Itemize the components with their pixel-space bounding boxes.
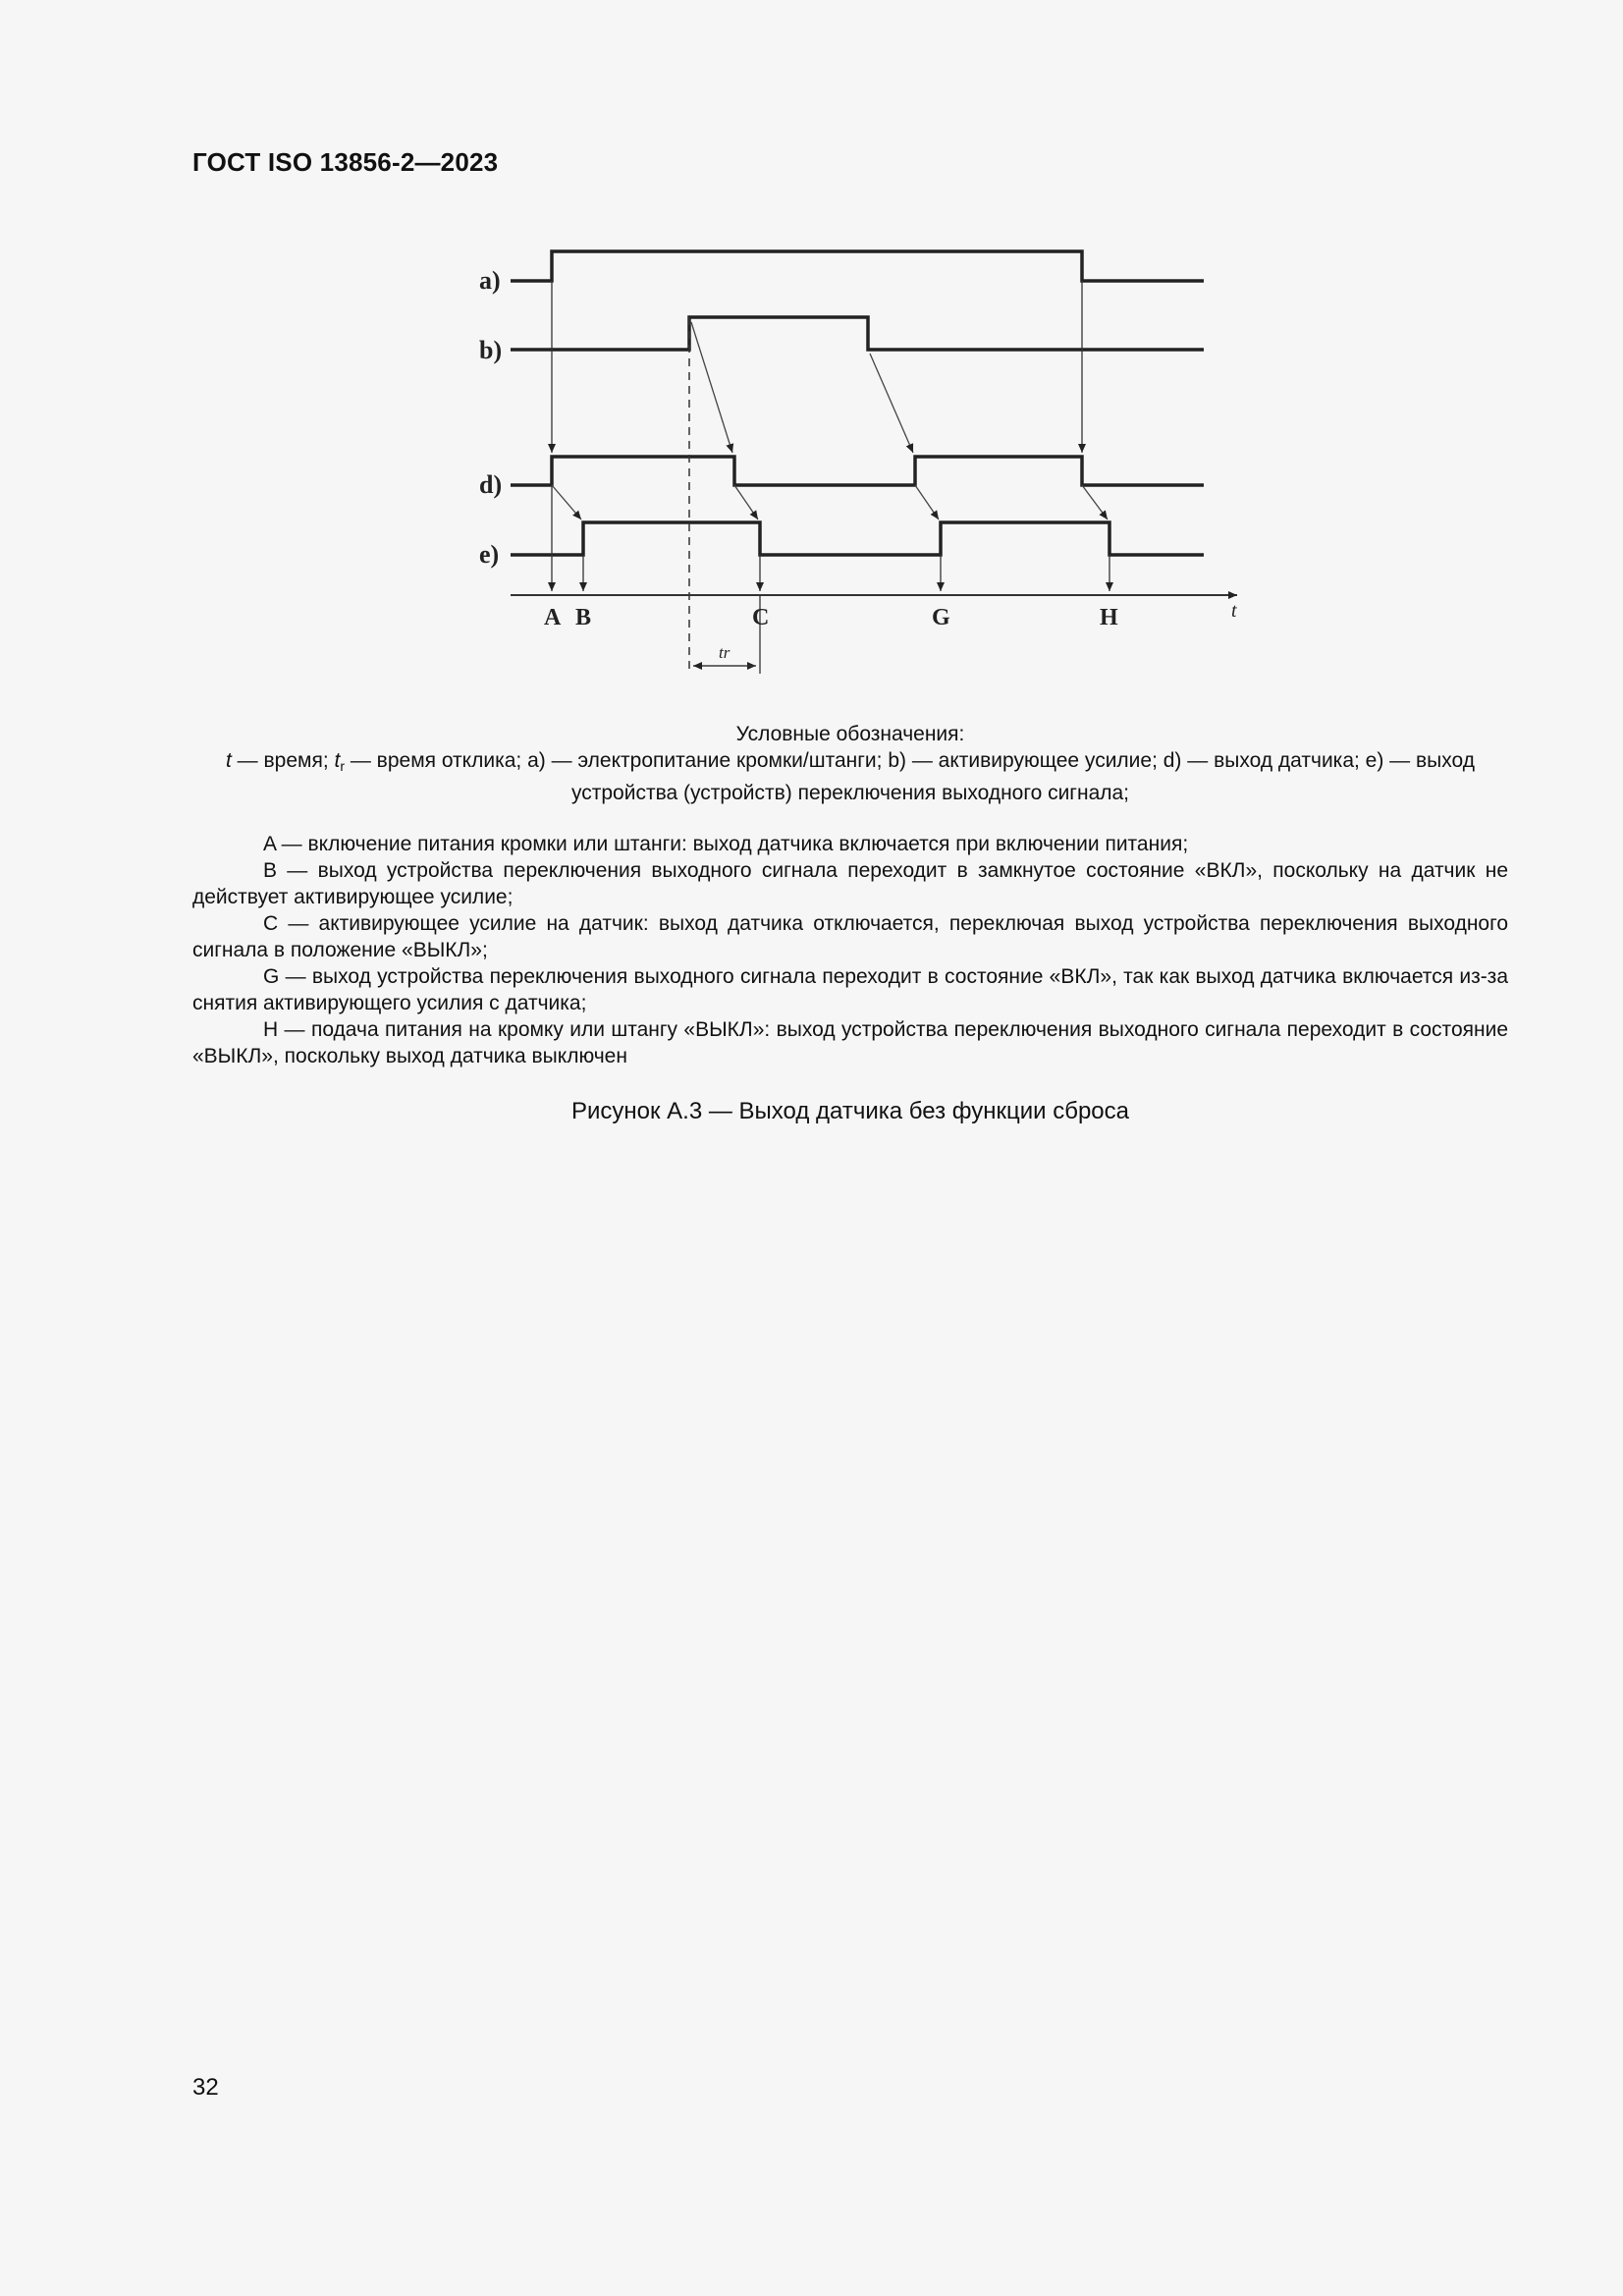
time-mark-g: G: [932, 605, 950, 630]
note-h: H — подача питания на кромку или штангу «ВЫКЛ»: выход устройства переключения выходного сигнала переходит в состояние «ВЫКЛ», поскольку выход датчика выключен: [192, 1018, 1508, 1067]
legend-title: Условные обозначения:: [735, 723, 965, 745]
signal-b-trace: [511, 317, 1204, 350]
signal-label-a: a): [479, 266, 501, 295]
signal-label-e: e): [479, 540, 500, 569]
legend-tr-symbol: t: [334, 749, 341, 772]
note-c: C — активирующее усилие на датчик: выход датчика отключается, переключая выход устройства переключения выходного сигнала в положение «ВЫКЛ»;: [192, 912, 1508, 961]
signal-label-b: b): [479, 336, 503, 364]
page-number: 32: [192, 2074, 219, 2101]
time-mark-h: H: [1100, 605, 1118, 630]
figure-caption: Рисунок А.3 — Выход датчика без функции сброса: [570, 1098, 1129, 1124]
signal-a-trace: [511, 251, 1204, 281]
signal-d-trace: [511, 457, 1204, 485]
causal-arrow-h: [1082, 485, 1108, 519]
time-mark-c: C: [752, 605, 770, 630]
signal-label-d: d): [479, 470, 503, 499]
legend-t-symbol: t: [225, 749, 232, 772]
time-axis-label: t: [1231, 600, 1237, 622]
time-mark-notes: [192, 831, 1508, 1069]
timing-diagram: [461, 236, 1267, 687]
figure-legend: [192, 721, 1508, 806]
causal-arrow-d-to-e-on: [915, 485, 939, 519]
document-header: ГОСТ ISO 13856-2—2023: [192, 147, 499, 177]
timing-diagram-svg: [461, 236, 1267, 687]
causal-arrow-b-to-d: [691, 322, 732, 453]
legend-body: [192, 747, 1508, 780]
causal-arrow-b-release: [870, 354, 913, 453]
legend-tr-sub: r: [340, 758, 346, 774]
legend-line-2: устройства (устройств) переключения выходного сигнала;: [570, 782, 1130, 804]
legend-t-text: — время;: [231, 749, 335, 772]
note-a: A — включение питания кромки или штанги: выход датчика включается при включении питания;: [263, 833, 1189, 855]
legend-rest: — время отклика; a) — электропитание кромки/штанги; b) — активирующее усилие; d) — выход датчика; e) — выход: [345, 749, 1475, 772]
signal-e-trace: [511, 522, 1204, 555]
causal-arrow-a-to-b: [552, 485, 581, 519]
note-b: B — выход устройства переключения выходного сигнала переходит в замкнутое состояние «ВКЛ», поскольку на датчик не действует активирующее усилие;: [192, 859, 1508, 908]
note-g: G — выход устройства переключения выходного сигнала переходит в состояние «ВКЛ», так как выход датчика включается из-за снятия активирующего усилия с датчика;: [192, 965, 1508, 1014]
causal-arrow-d-to-e: [734, 485, 758, 519]
time-mark-a: A: [544, 605, 562, 630]
time-mark-b: B: [575, 605, 592, 630]
response-time-label: tr: [719, 643, 730, 662]
